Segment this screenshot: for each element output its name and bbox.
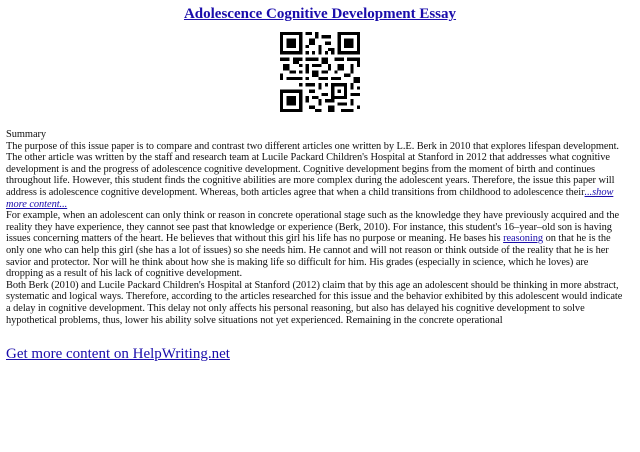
essay-paragraph-1 xyxy=(6,141,628,211)
essay-paragraph-1-text: The purpose of this issue paper is to compare and contrast two different articles one written by L.E. Berk in 2010 that explores lifespan development. The other article was written by the staff and research team at Lucile Packard Children's Hospital at Stanford in 2012 that addresses what cognitive development is and the progress of adolescence cognitive development. Cognitive development begins from the moment of birth and continues throughout life. However, this student finds the cognitive abilities are more complex during the adolescent years. Therefore, the issue this paper will address is adolescence cognitive development. Whereas, both articles agree that when a child transitions from childhood to adolescence their xyxy=(6,140,619,198)
qr-code-icon xyxy=(280,32,360,112)
essay-paragraph-2 xyxy=(6,210,628,280)
essay-paragraph-2-text-a: For example, when an adolescent can only think or reason in concrete operational stage such as the knowledge they have previously acquired and the reality they have experience, they cannot see past that knowledge or experience (Berk, 2010). For instance, this student's 16–year–old son is having issues concerning matters of the heart. He believes that without this girl his life has no purpose or meaning. He bases his xyxy=(6,210,620,245)
essay-heading: Summary xyxy=(6,129,47,140)
document-title[interactable]: Adolescence Cognitive Development Essay xyxy=(183,6,457,22)
essay-body xyxy=(6,129,628,326)
show-more-link[interactable]: ...show more content... xyxy=(6,186,614,210)
essay-paragraph-2-text-b: on that he is the only one who can help this girl (she has a lot of issues) so she needs him. He cannot and will not reason or think outside of the reality that he is her savior and protector. Nor will he think about how she is making life so difficult for him. His grades (especially in science, which he loves) are dropping as a result of his lack of cognitive development. xyxy=(6,233,611,280)
get-more-content-link[interactable]: Get more content on HelpWriting.net xyxy=(6,346,230,362)
essay-paragraph-3: Both Berk (2010) and Lucile Packard Children's Hospital at Stanford (2012) claim that by this age an adolescent should be thinking in more abstract, systematic and logical ways. Therefore, according to the articles researched for this issue and the behavior exhibited by this adolescent would indicate a delay in cognitive development. This delay not only affects his personal reasoning, but also has delayed his cognitive development to solve hypothetical problems, thus, lower his ability solve situations not yet experienced. Remaining in the concrete operational xyxy=(6,279,623,326)
reasoning-link[interactable]: reasoning xyxy=(503,233,544,245)
